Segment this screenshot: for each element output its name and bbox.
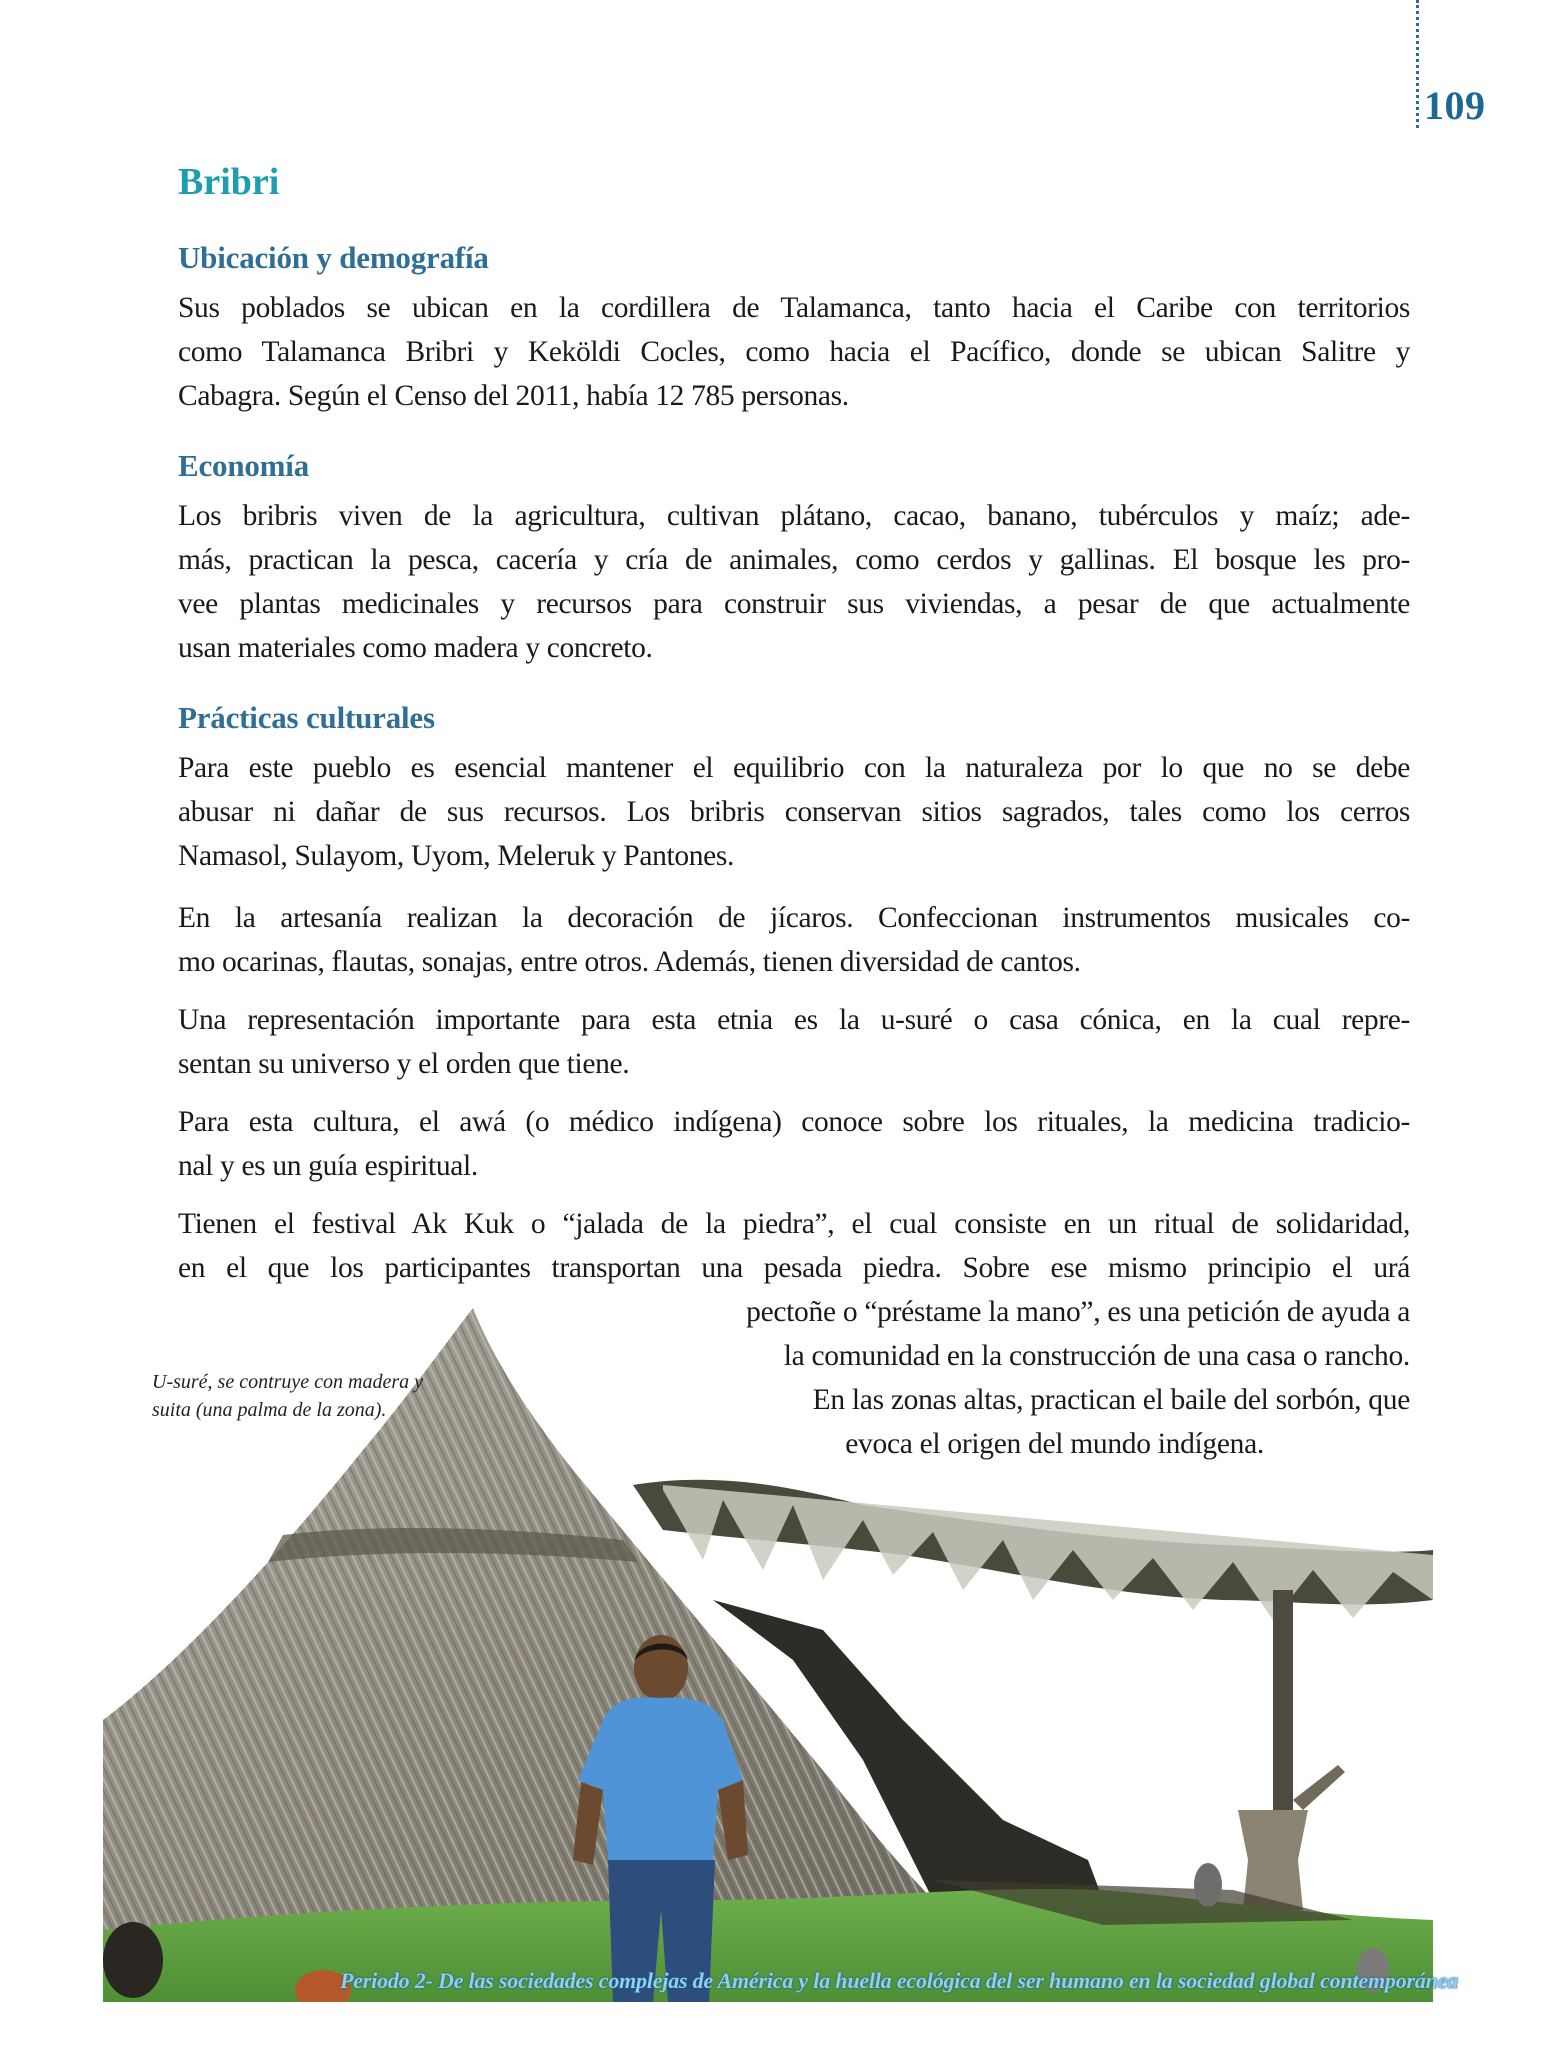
figure-caption (152, 1368, 423, 1424)
caption-line: U-suré, se contruye con madera y (152, 1371, 424, 1393)
heading-practicas-culturales: Prácticas culturales (178, 700, 435, 735)
text-line: pectoñe o “préstame la mano”, es una petición de ayuda a (746, 1296, 1410, 1328)
text-line: Para este pueblo es esencial mantener el equilibrio con la naturaleza por lo que no se debe (178, 752, 1410, 784)
paragraph-equilibrio (178, 746, 1410, 878)
heading-ubicacion: Ubicación y demografía (178, 240, 489, 275)
heading-economia: Economía (178, 448, 310, 483)
page-number: 109 (1424, 83, 1486, 128)
text-line: más, practican la pesca, cacería y cría de animales, como cerdos y gallinas. El bosque les pro- (178, 544, 1410, 576)
margin-dotted-rule (1416, 0, 1419, 128)
text-line: En la artesanía realizan la decoración de jícaros. Confeccionan instrumentos musicales co- (178, 902, 1410, 934)
paragraph-ak-kuk (178, 1202, 1410, 1290)
text-line: Namasol, Sulayom, Uyom, Meleruk y Pantones. (178, 840, 735, 872)
caption-line: suita (una palma de la zona). (152, 1399, 387, 1421)
text-line: vee plantas medicinales y recursos para construir sus viviendas, a pesar de que actualmente (178, 588, 1410, 620)
text-line: evoca el origen del mundo indígena. (845, 1428, 1264, 1460)
paragraph-economia (178, 494, 1410, 670)
paragraph-ubicacion (178, 286, 1410, 418)
paragraph-usure (178, 998, 1410, 1086)
paragraph-artesania (178, 896, 1410, 984)
text-line: mo ocarinas, flautas, sonajas, entre otros. Además, tienen diversidad de cantos. (178, 946, 1081, 978)
text-line: Una representación importante para esta etnia es la u-suré o casa cónica, en la cual repre- (178, 1004, 1410, 1036)
text-line: Los bribris viven de la agricultura, cultivan plátano, cacao, banano, tubérculos y maíz; ade- (178, 500, 1410, 532)
paragraph-awa (178, 1100, 1410, 1188)
text-line: nal y es un guía espiritual. (178, 1150, 478, 1182)
text-line: usan materiales como madera y concreto. (178, 632, 653, 664)
text-line: En las zonas altas, practican el baile del sorbón, que (812, 1384, 1410, 1416)
text-line: abusar ni dañar de sus recursos. Los bribris conservan sitios sagrados, tales como los cerros (178, 796, 1410, 828)
text-line: Para esta cultura, el awá (o médico indígena) conoce sobre los rituales, la medicina tradicio- (178, 1106, 1410, 1138)
running-footer: Periodo 2- De las sociedades complejas de América y la huella ecológica del ser humano en la sociedad global contemporánea (340, 1968, 1459, 1993)
text-line: Cabagra. Según el Censo del 2011, había 12 785 personas. (178, 380, 849, 412)
text-line: Tienen el festival Ak Kuk o “jalada de la piedra”, el cual consiste en un ritual de solidaridad, (178, 1208, 1410, 1240)
text-line: en el que los participantes transportan una pesada piedra. Sobre ese mismo principio el urá (178, 1252, 1410, 1284)
text-line: como Talamanca Bribri y Keköldi Cocles, como hacia el Pacífico, donde se ubican Salitre y (178, 336, 1410, 368)
page-title: Bribri (178, 161, 280, 203)
text-line: la comunidad en la construcción de una casa o rancho. (783, 1340, 1410, 1372)
text-line: Sus poblados se ubican en la cordillera de Talamanca, tanto hacia el Caribe con territorios (178, 292, 1410, 324)
text-line: sentan su universo y el orden que tiene. (178, 1048, 630, 1080)
